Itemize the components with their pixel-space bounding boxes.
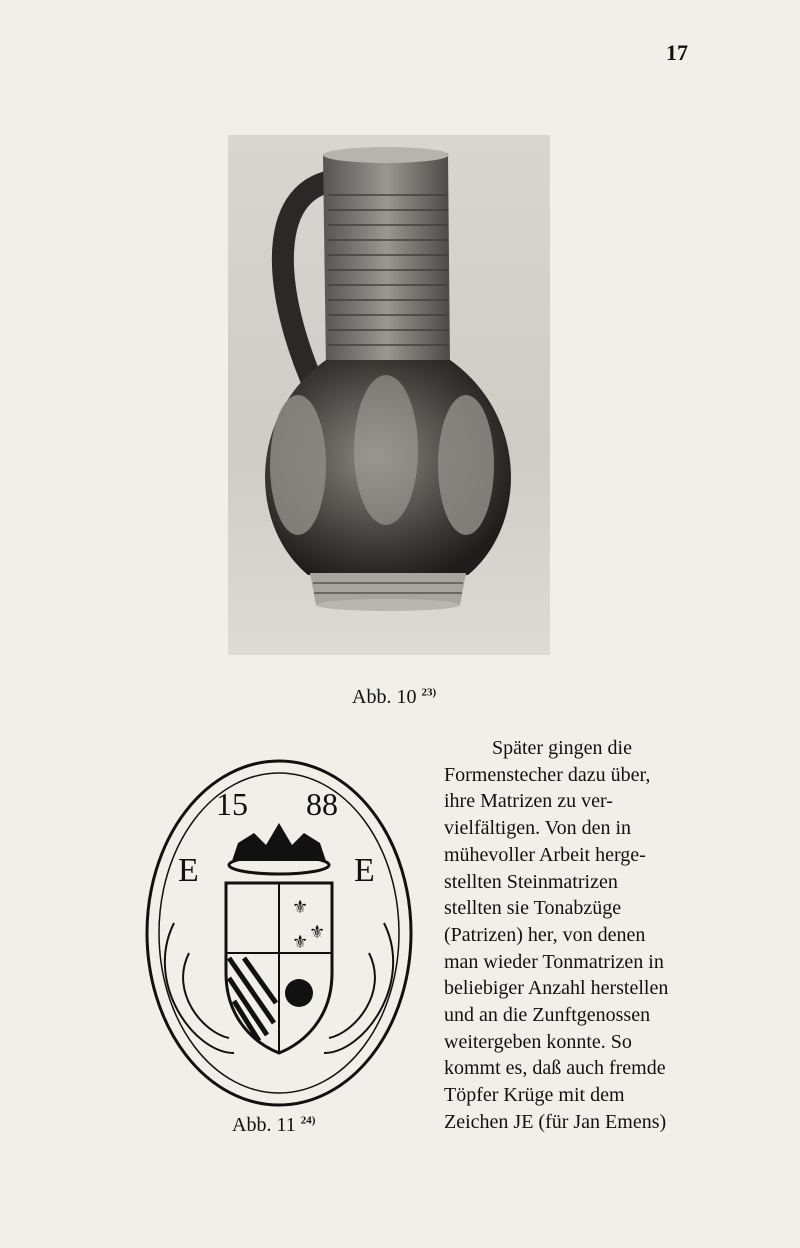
svg-text:⚜: ⚜ <box>309 922 326 943</box>
text-line: kommt es, daß auch fremde <box>444 1057 666 1080</box>
text-line: weitergeben konnte. So <box>444 1030 632 1053</box>
jug-illustration <box>228 135 550 655</box>
text-line: Töpfer Krüge mit dem <box>444 1084 625 1107</box>
initial-left: E <box>178 852 199 889</box>
crown-icon <box>229 823 329 874</box>
figure-11-label: Abb. 11 <box>232 1114 296 1136</box>
text-line: Später gingen die <box>492 737 632 759</box>
svg-text:⚜: ⚜ <box>292 897 309 918</box>
coat-of-arms-illustration <box>134 753 424 1113</box>
text-line: vielfältigen. Von den in <box>444 817 632 840</box>
page-number: 17 <box>666 40 688 65</box>
text-line: Formenstecher dazu über, <box>444 763 651 786</box>
body-paragraph <box>444 735 690 1136</box>
text-line: Zeichen JE (für Jan Emens) <box>444 1110 667 1133</box>
text-line: stellten Steinmatrizen <box>444 870 618 893</box>
year-left: 15 <box>216 786 248 822</box>
jug-photograph <box>228 135 550 655</box>
text-line: ihre Matrizen zu ver- <box>444 790 613 813</box>
year-right: 88 <box>306 786 338 822</box>
shield-icon <box>226 883 332 1053</box>
figure-10-label: Abb. 10 <box>352 686 417 708</box>
text-line: beliebiger Anzahl herstellen <box>444 977 669 1000</box>
figure-11-footnote: 24) <box>300 1114 316 1127</box>
figure-10-caption <box>352 686 436 709</box>
coat-of-arms-drawing <box>134 753 424 1113</box>
svg-text:⚜: ⚜ <box>292 932 309 953</box>
text-line: (Patrizen) her, von denen <box>444 923 646 946</box>
text-line: stellten sie Tonabzüge <box>444 897 622 920</box>
text-line: man wieder Tonmatrizen in <box>444 950 664 973</box>
figure-10-footnote: 23) <box>421 686 437 699</box>
text-line: mühevoller Arbeit herge- <box>444 843 646 866</box>
figure-11-caption <box>232 1114 315 1137</box>
initial-right: E <box>354 852 375 889</box>
text-line: und an die Zunftgenossen <box>444 1004 651 1027</box>
